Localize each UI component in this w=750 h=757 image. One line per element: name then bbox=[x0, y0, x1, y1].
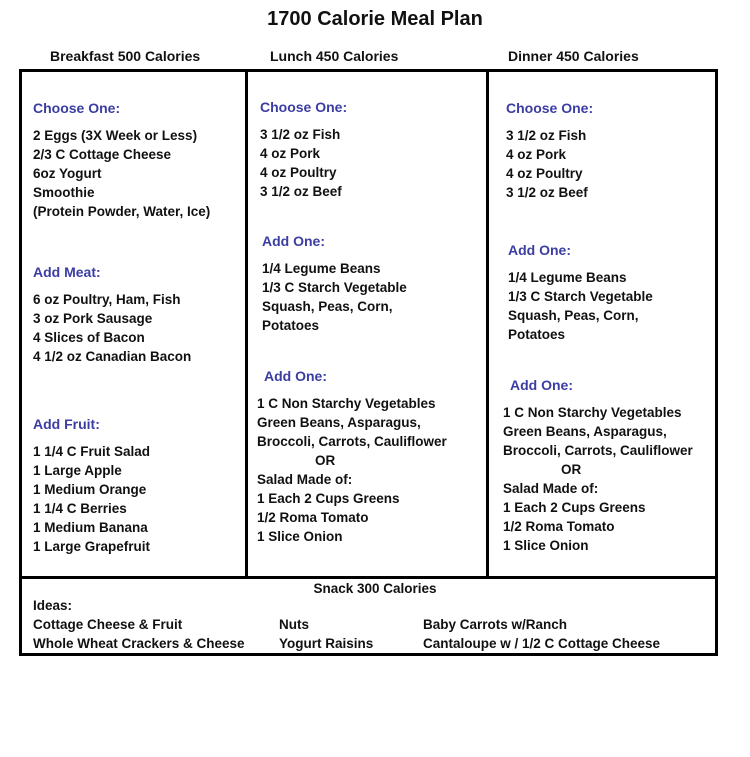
list-item: Potatoes bbox=[508, 327, 566, 342]
snack-item: Cantaloupe w / 1/2 C Cottage Cheese bbox=[423, 636, 661, 651]
list-item: 6oz Yogurt bbox=[33, 166, 102, 181]
list-item: 1/4 Legume Beans bbox=[508, 270, 627, 285]
list-item: 4 Slices of Bacon bbox=[33, 330, 145, 345]
list-item: Squash, Peas, Corn, bbox=[262, 299, 393, 314]
breakfast-choose-section bbox=[33, 99, 210, 221]
lunch-veg-section bbox=[257, 367, 447, 546]
list-item: 3 1/2 oz Fish bbox=[260, 127, 341, 142]
page-title: 1700 Calorie Meal Plan bbox=[267, 8, 483, 30]
list-item: (Protein Powder, Water, Ice) bbox=[33, 204, 211, 219]
dinner-add-section bbox=[508, 241, 653, 344]
dinner-choose-section bbox=[506, 99, 593, 202]
section-heading: Choose One: bbox=[33, 100, 121, 116]
item-list bbox=[33, 290, 191, 366]
item-list bbox=[33, 442, 150, 556]
section-heading: Add Fruit: bbox=[33, 416, 100, 432]
breakfast-meat-section bbox=[33, 263, 191, 366]
list-item: 4 oz Poultry bbox=[260, 165, 337, 180]
lunch-add-section bbox=[262, 232, 407, 335]
list-item: 1 1/4 C Fruit Salad bbox=[33, 444, 151, 459]
list-item: 1 C Non Starchy Vegetables bbox=[257, 396, 436, 411]
dinner-veg-section bbox=[503, 376, 693, 555]
list-item: 1 Slice Onion bbox=[257, 529, 343, 544]
section-heading: Add One: bbox=[508, 242, 571, 258]
list-item: 1 Medium Orange bbox=[33, 482, 147, 497]
list-item: 3 1/2 oz Beef bbox=[506, 185, 588, 200]
list-item: Green Beans, Asparagus, bbox=[503, 424, 667, 439]
list-item: Squash, Peas, Corn, bbox=[508, 308, 639, 323]
list-item: 1 Slice Onion bbox=[503, 538, 589, 553]
snack-item: Whole Wheat Crackers & Cheese bbox=[33, 636, 245, 651]
salad-list bbox=[503, 479, 693, 555]
column-divider bbox=[245, 69, 248, 579]
breakfast-header: Breakfast 500 Calories bbox=[50, 48, 201, 64]
list-item: 2 Eggs (3X Week or Less) bbox=[33, 128, 198, 143]
section-heading: Add One: bbox=[264, 368, 327, 384]
snack-item: Cottage Cheese & Fruit bbox=[33, 617, 183, 632]
list-item: Potatoes bbox=[262, 318, 320, 333]
dinner-header: Dinner 450 Calories bbox=[508, 48, 639, 64]
list-item: 4 1/2 oz Canadian Bacon bbox=[33, 349, 192, 364]
snack-item: Yogurt Raisins bbox=[279, 636, 374, 651]
section-heading: Add Meat: bbox=[33, 264, 101, 280]
snack-divider bbox=[19, 576, 718, 579]
snack-item: Baby Carrots w/Ranch bbox=[423, 617, 568, 632]
list-item: 3 1/2 oz Beef bbox=[260, 184, 342, 199]
list-item: 4 oz Poultry bbox=[506, 166, 583, 181]
lunch-header: Lunch 450 Calories bbox=[270, 48, 399, 64]
list-item: Green Beans, Asparagus, bbox=[257, 415, 421, 430]
list-item: 2/3 C Cottage Cheese bbox=[33, 147, 172, 162]
section-heading: Choose One: bbox=[506, 100, 594, 116]
snack-item: Nuts bbox=[279, 617, 309, 632]
list-item: 1/2 Roma Tomato bbox=[503, 519, 615, 534]
section-heading: Add One: bbox=[510, 377, 573, 393]
section-heading: Choose One: bbox=[260, 99, 348, 115]
list-item: 1/3 C Starch Vegetable bbox=[508, 289, 653, 304]
salad-list bbox=[257, 470, 447, 546]
list-item: 1/4 Legume Beans bbox=[262, 261, 381, 276]
section-heading: Add One: bbox=[262, 233, 325, 249]
item-list bbox=[33, 126, 210, 221]
list-item: 4 oz Pork bbox=[260, 146, 321, 161]
or-separator: OR bbox=[561, 462, 582, 477]
list-item: Broccoli, Carrots, Cauliflower bbox=[503, 443, 693, 458]
snack-ideas-label: Ideas: bbox=[33, 598, 73, 613]
list-item: 1 Medium Banana bbox=[33, 520, 148, 535]
item-list bbox=[257, 394, 447, 451]
list-item: 3 1/2 oz Fish bbox=[506, 128, 587, 143]
list-item: Salad Made of: bbox=[257, 472, 353, 487]
list-item: 1/3 C Starch Vegetable bbox=[262, 280, 407, 295]
column-divider bbox=[486, 69, 489, 579]
snack-header: Snack 300 Calories bbox=[313, 581, 437, 596]
item-list bbox=[262, 259, 407, 335]
list-item: 1 Large Grapefruit bbox=[33, 539, 151, 554]
item-list bbox=[508, 268, 653, 344]
list-item: 1 Large Apple bbox=[33, 463, 122, 478]
lunch-choose-section bbox=[260, 98, 347, 201]
list-item: 1 1/4 C Berries bbox=[33, 501, 127, 516]
list-item: 1 C Non Starchy Vegetables bbox=[503, 405, 682, 420]
list-item: 3 oz Pork Sausage bbox=[33, 311, 153, 326]
list-item: 6 oz Poultry, Ham, Fish bbox=[33, 292, 181, 307]
item-list bbox=[506, 126, 593, 202]
list-item: 1/2 Roma Tomato bbox=[257, 510, 369, 525]
breakfast-fruit-section bbox=[33, 415, 150, 556]
item-list bbox=[260, 125, 347, 201]
list-item: Salad Made of: bbox=[503, 481, 599, 496]
item-list bbox=[503, 403, 693, 460]
list-item: Smoothie bbox=[33, 185, 95, 200]
list-item: 1 Each 2 Cups Greens bbox=[257, 491, 400, 506]
list-item: Broccoli, Carrots, Cauliflower bbox=[257, 434, 447, 449]
or-separator: OR bbox=[315, 453, 336, 468]
list-item: 1 Each 2 Cups Greens bbox=[503, 500, 646, 515]
list-item: 4 oz Pork bbox=[506, 147, 567, 162]
